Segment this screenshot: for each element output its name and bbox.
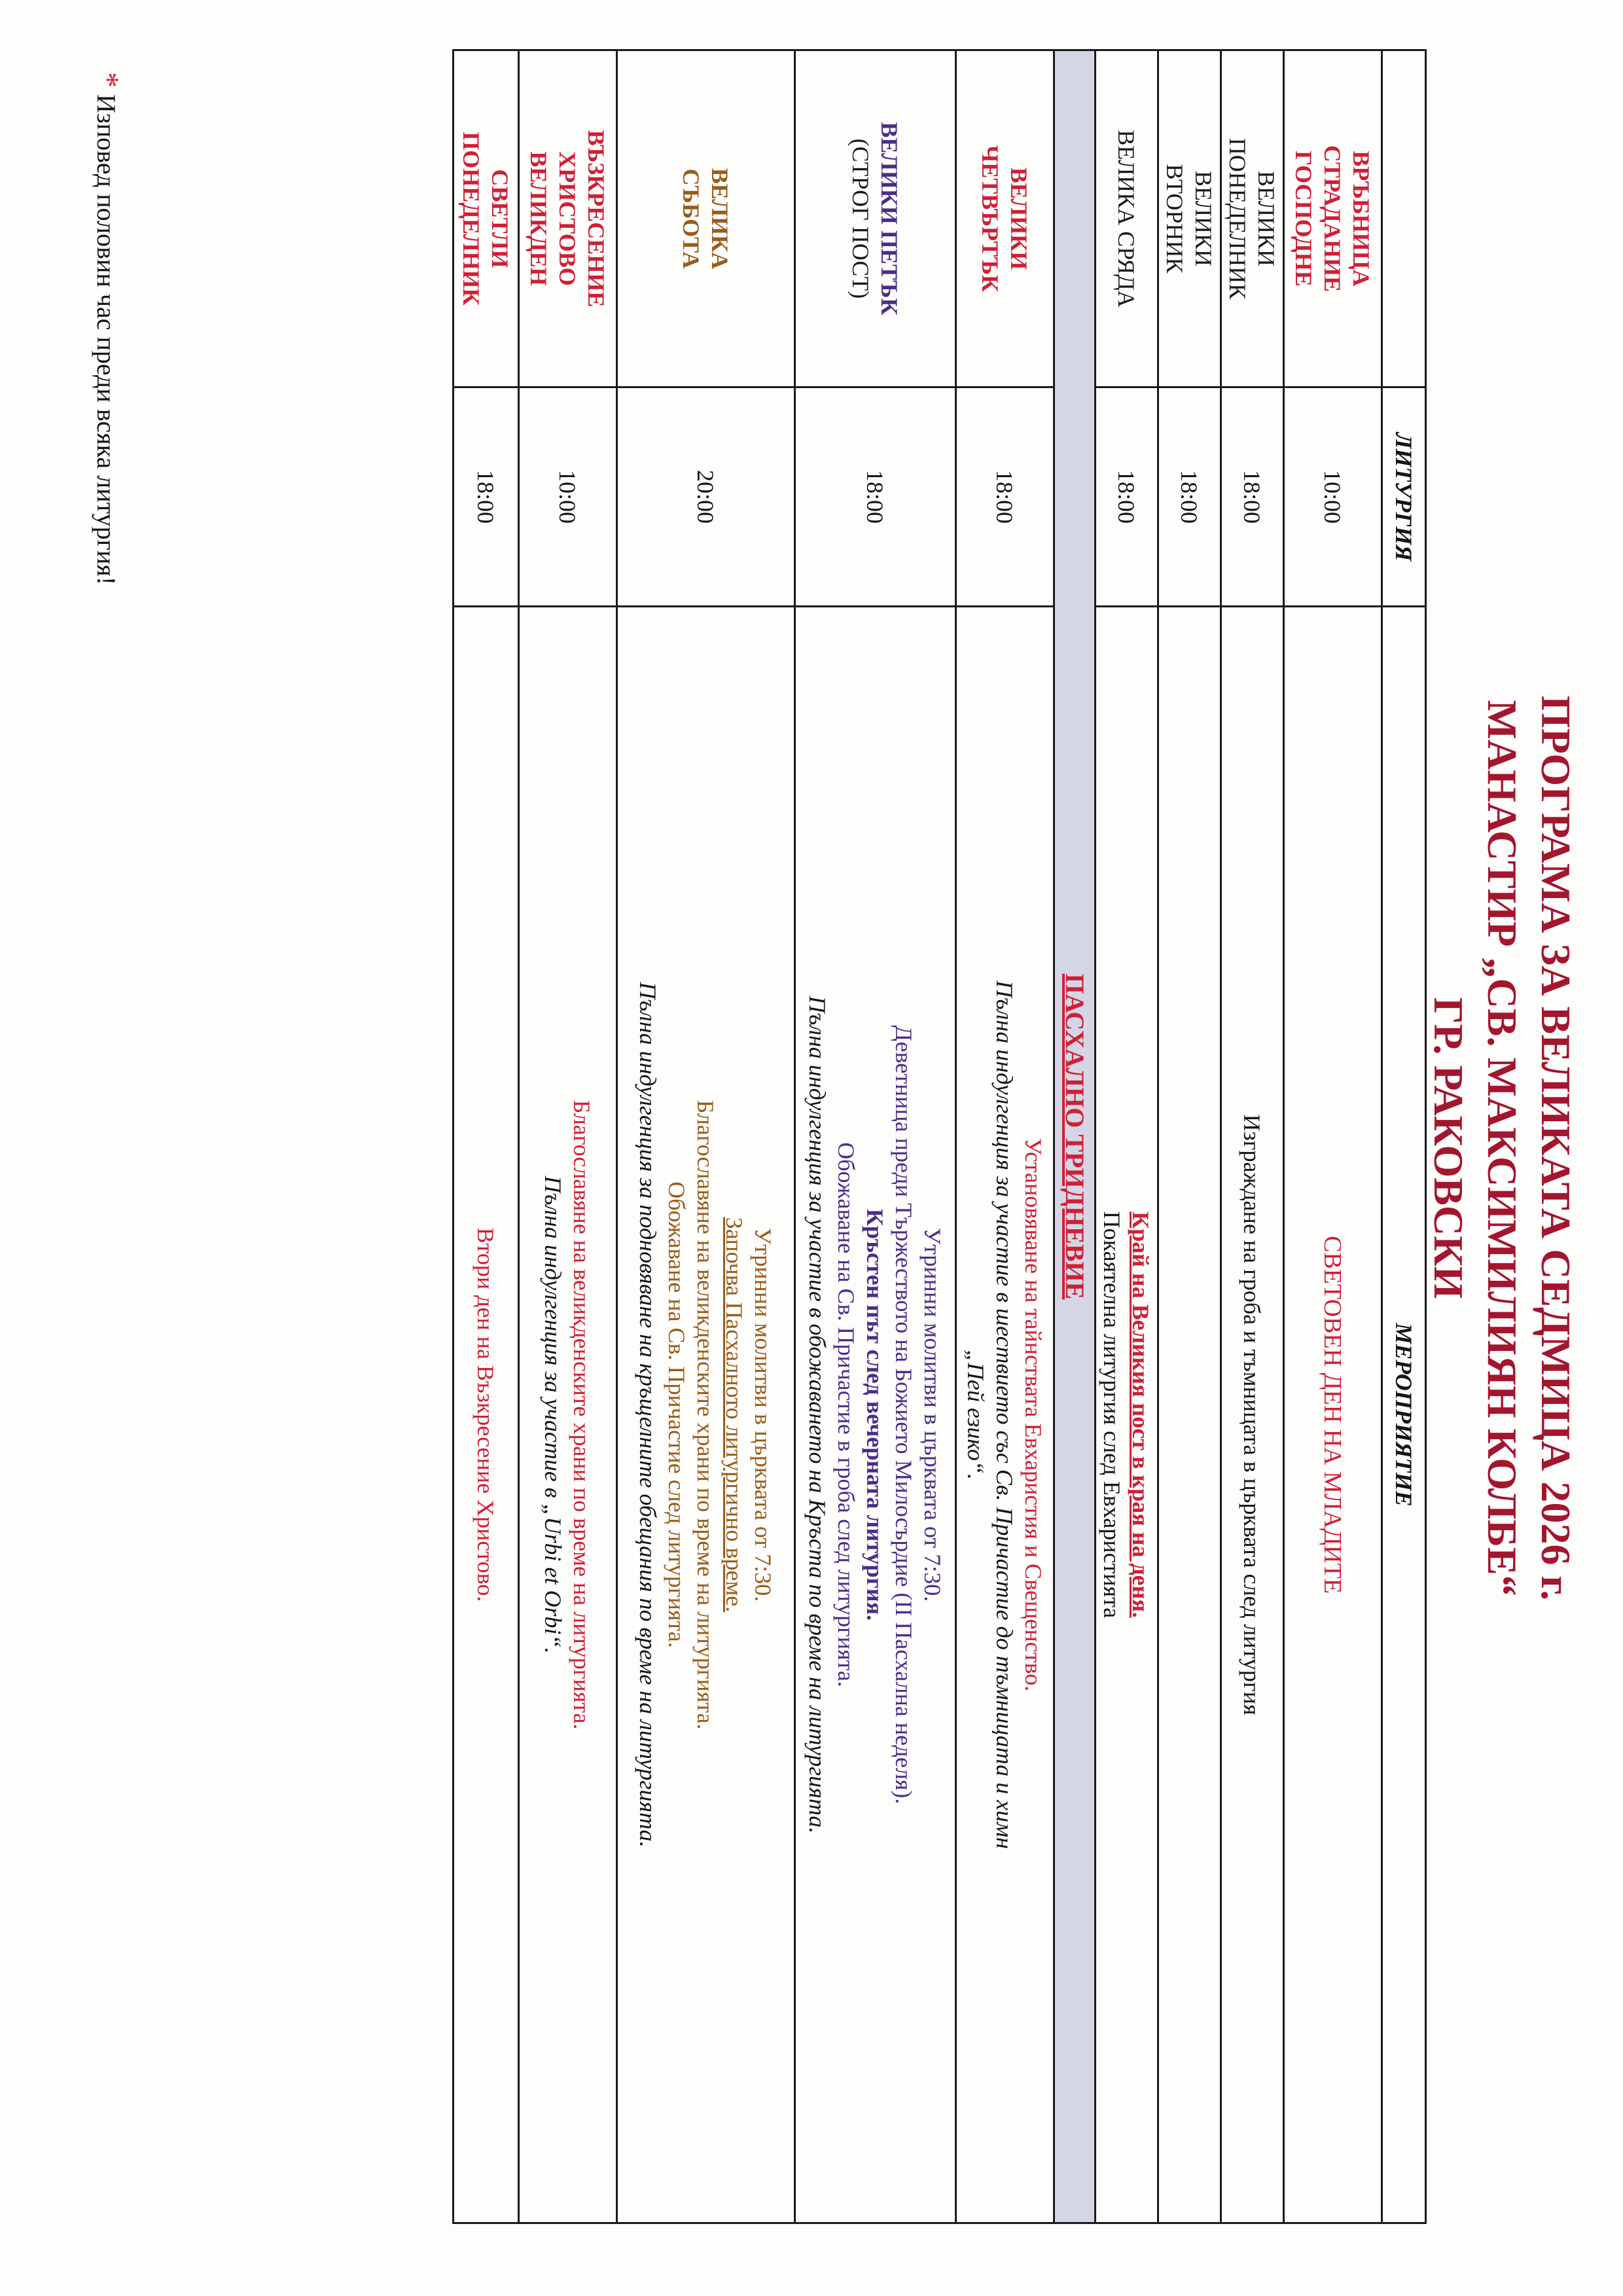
day-line: СТРАДАНИЕ: [1319, 145, 1346, 293]
time-cell: 18:00: [1158, 387, 1221, 607]
time-cell: 18:00: [454, 387, 519, 607]
day-line: ХРИСТОВО: [554, 151, 581, 286]
time-cell: 18:00: [1221, 387, 1284, 607]
day-cell: [1096, 50, 1158, 387]
triduum-band: ПАСХАЛНО ТРИДНЕВИЕ: [1054, 50, 1096, 2223]
day-line: ВЕЛИКА СРЯДА: [1113, 130, 1140, 308]
event-line: Утринни молитви в църквата от 7:30.: [919, 1227, 946, 1602]
table-header-row: [1382, 50, 1426, 2223]
title-line-3: ГР. РАКОВСКИ: [1425, 997, 1472, 1299]
event-line: Утринни молитви в църквата от 7:30.: [750, 1227, 777, 1602]
day-line: СВЕТЛИ: [487, 169, 514, 268]
event-line: Втори ден на Възкресение Христово.: [473, 1227, 499, 1602]
event-line: Пълна индулгенция за участие в шествието със Св. Причастие до тъмницата и химн: [991, 980, 1018, 1850]
title-line-1: ПРОГРАМА ЗА ВЕЛИКАТА СЕДМИЦА 2026 г.: [1533, 695, 1579, 1601]
table-row: [956, 50, 1054, 2223]
time-cell: 18:00: [795, 387, 956, 607]
table-row: [1284, 50, 1382, 2223]
event-line: Край на Великия пост в края на деня.: [1128, 1211, 1154, 1618]
event-line: Покаятелна литургия след Евхаристията: [1099, 1211, 1126, 1619]
table-row: [454, 50, 519, 2223]
day-cell: [519, 50, 617, 387]
event-line: Установяване на тайнствата Евхаристия и Свещенство.: [1020, 1138, 1047, 1692]
header-day: [1382, 50, 1426, 387]
time-cell: 20:00: [617, 387, 795, 607]
day-line: ВЕЛИКА: [707, 168, 734, 270]
event-cell: [1158, 607, 1221, 2223]
time-cell: 18:00: [956, 387, 1054, 607]
table-row: [795, 50, 956, 2223]
event-cell: [1221, 607, 1284, 2223]
day-line: ПОНЕДЕЛНИК: [1224, 137, 1251, 300]
event-line: Пълна индулгенция за подновяване на кръщелните обещания по време на литургията.: [635, 982, 662, 1848]
day-line: ВЕЛИКИ: [1190, 171, 1217, 266]
schedule-table: [452, 49, 1427, 2224]
day-cell: [1221, 50, 1284, 387]
event-line: Пълна индулгенция за участие в обожаването на Кръста по време на литургията.: [804, 996, 831, 1834]
event-line: Пълна индулгенция за участие в „Urbi et Orbi“.: [540, 1175, 567, 1654]
event-line: Деветница преди Тържеството на Божието Милосърдие (II Пасхална неделя).: [891, 1025, 918, 1804]
day-line: ПОНЕДЕЛНИК: [458, 132, 485, 306]
header-event: МЕРОПРИЯТИЕ: [1382, 607, 1426, 2223]
event-cell: [795, 607, 956, 2223]
day-line: ЧЕТВЪРТЪК: [977, 145, 1004, 293]
event-line: „Пей езико“.: [963, 1349, 990, 1480]
time-cell: 18:00: [1096, 387, 1158, 607]
day-cell: [795, 50, 956, 387]
event-line: Обожаване на Св. Причастие в гроба след литургията.: [833, 1142, 860, 1687]
event-cell: [617, 607, 795, 2223]
day-cell: [1158, 50, 1221, 387]
day-line: ВЪЗКРЕСЕНИЕ: [583, 130, 610, 308]
event-cell: [1284, 607, 1382, 2223]
footnote-mark: *: [90, 72, 125, 88]
event-line: Кръстен път след вечерната литургия.: [862, 1208, 889, 1621]
event-cell: [956, 607, 1054, 2223]
footnote: [90, 72, 126, 585]
event-line: Започва Пасхалното литургично време.: [721, 1217, 748, 1613]
day-line: (СТРОГ ПОСТ): [847, 138, 874, 299]
day-line: ВЕЛИКДЕН: [526, 151, 552, 286]
day-line: ГОСПОДНЕ: [1291, 151, 1317, 287]
day-cell: [1284, 50, 1382, 387]
day-line: СЪБОТА: [678, 168, 705, 269]
event-cell: [1096, 607, 1158, 2223]
triduum-band-row: [1054, 50, 1096, 2223]
event-line: Изграждане на гроба и тъмницата в църквата след литургия: [1239, 1114, 1266, 1715]
table-row: [1096, 50, 1158, 2223]
footnote-text: Изповед половин час преди всяка литургия!: [92, 94, 121, 586]
event-cell: [454, 607, 519, 2223]
time-cell: 10:00: [519, 387, 617, 607]
day-line: ВЕЛИКИ ПЕТЪК: [876, 122, 903, 315]
event-line: Благославяне на великденските храни по време на литургията.: [569, 1100, 596, 1730]
header-liturgy: ЛИТУРГИЯ: [1382, 387, 1426, 607]
day-cell: [617, 50, 795, 387]
day-cell: [454, 50, 519, 387]
event-line: СВЕТОВЕН ДЕН НА МЛАДИТЕ: [1319, 1236, 1347, 1594]
day-cell: [956, 50, 1054, 387]
title-line-2: МАНАСТИР „СВ. МАКСИМИЛИЯН КОЛБЕ“: [1479, 700, 1525, 1596]
day-line: ВЕЛИКИ: [1006, 167, 1033, 270]
table-row: [1158, 50, 1221, 2223]
day-line: ВРЪБНИЦА: [1348, 151, 1375, 287]
event-cell: [519, 607, 617, 2223]
time-cell: 10:00: [1284, 387, 1382, 607]
day-line: ВЕЛИКИ: [1253, 171, 1280, 266]
event-line: Обожаване на Св. Причастие след литургията.: [664, 1181, 690, 1648]
table-row: [617, 50, 795, 2223]
event-line: Благославяне на великденските храни по време на литургията.: [692, 1100, 719, 1730]
day-line: ВТОРНИК: [1162, 164, 1188, 274]
table-row: [1221, 50, 1284, 2223]
table-row: [519, 50, 617, 2223]
page-title: [1421, 0, 1582, 2296]
